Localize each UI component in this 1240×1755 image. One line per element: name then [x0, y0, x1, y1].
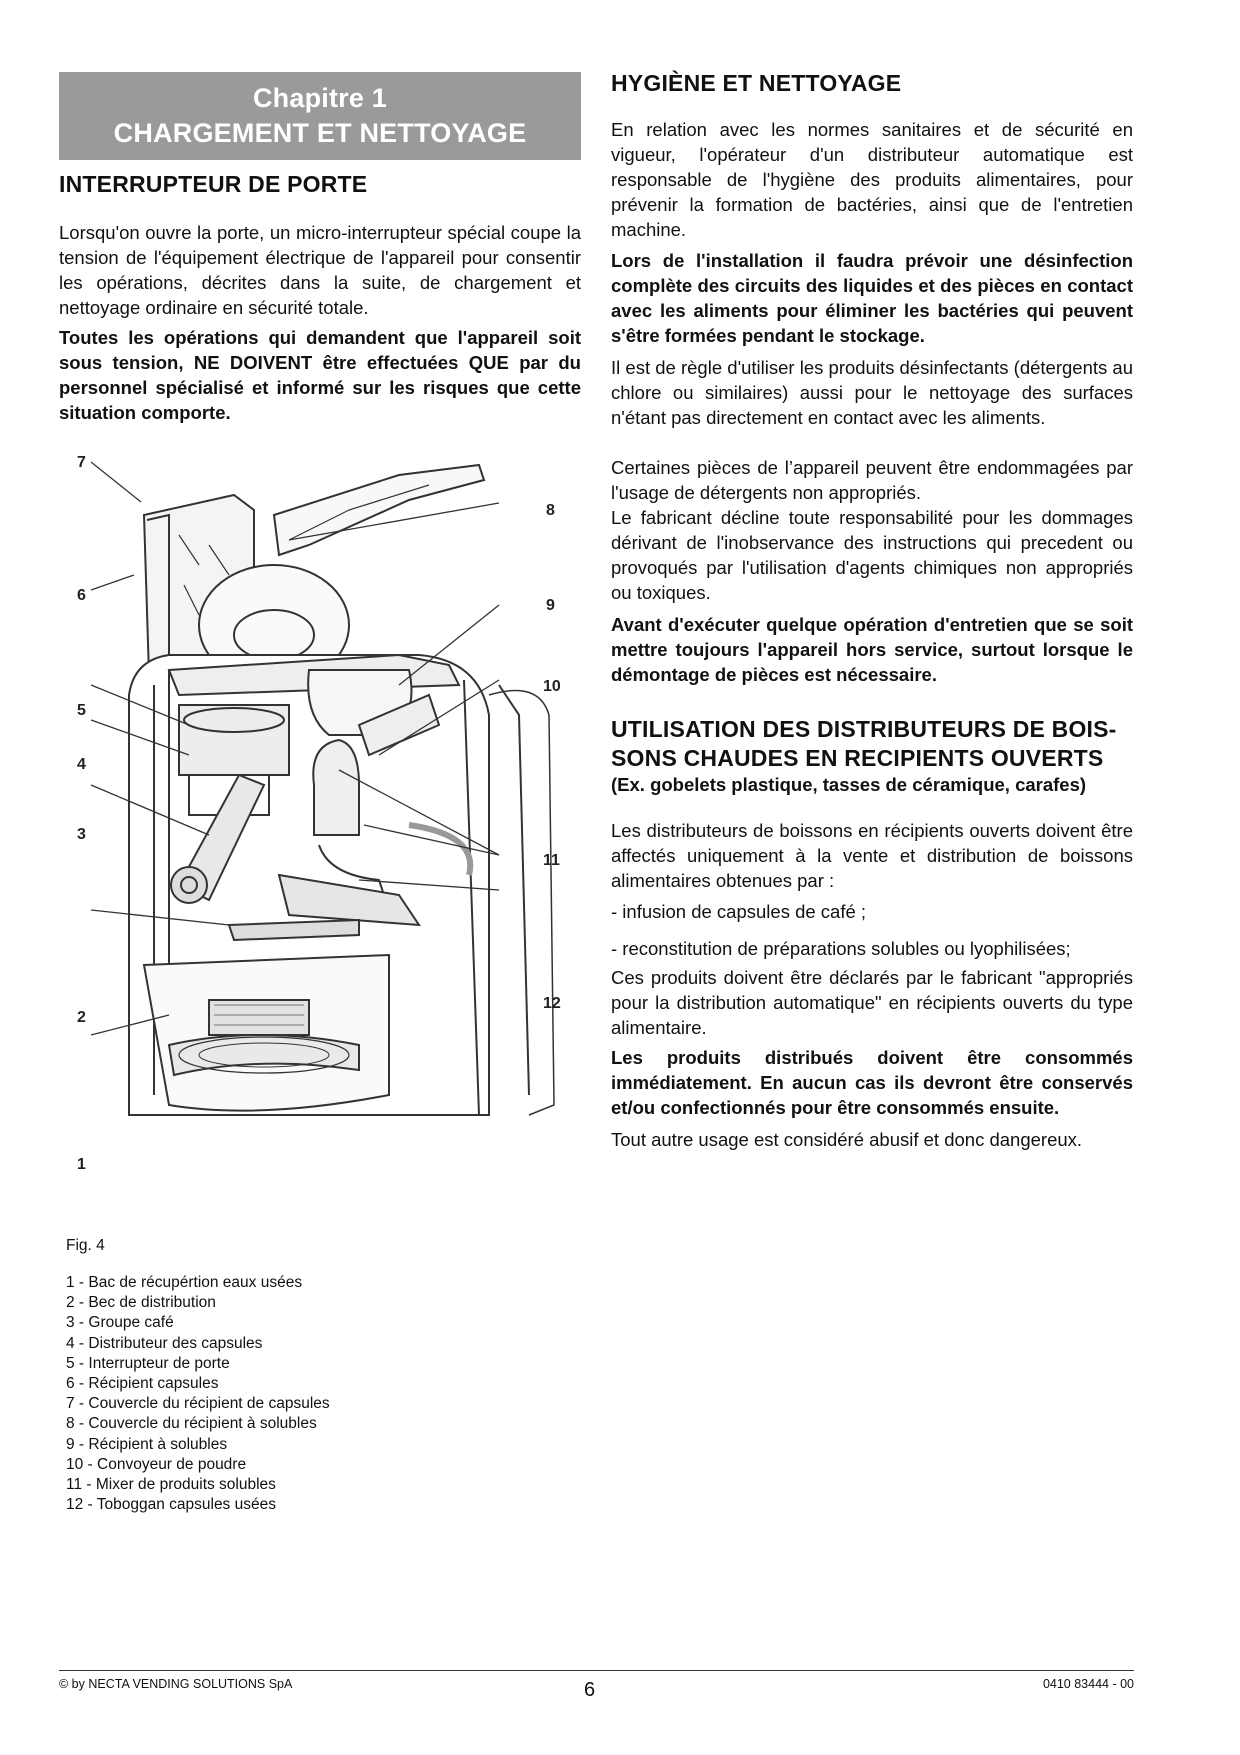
legend-item: 10 - Convoyeur de poudre [66, 1455, 247, 1473]
hygiene-paragraph-5: Le fabricant décline toute responsabilité pour les dommages dérivant de l'inobservance des instructions qui precedent ou provoqués par l'utilisation d'agents chimiques non appropriés ou toxiques. [611, 507, 1133, 603]
legend-item: 12 - Toboggan capsules usées [66, 1496, 276, 1514]
callout-5: 5 [77, 702, 86, 719]
callout-12: 12 [543, 995, 561, 1012]
section-heading-door-switch: INTERRUPTEUR DE PORTE [59, 171, 368, 197]
door-switch-warning: Toutes les opérations qui demandent que l'appareil soit sous tension, NE DOIVENT être effectuées QUE par du personnel spécialisé et informé sur les risques que cette situation comporte. [59, 327, 581, 423]
section-heading-hygiene: HYGIÈNE ET NETTOYAGE [611, 70, 902, 96]
callout-9: 9 [546, 597, 555, 614]
legend-item: 1 - Bac de récupértion eaux usées [66, 1274, 303, 1291]
hygiene-warning: Avant d'exécuter quelque opération d'entretien que se soit mettre toujours l'appareil hors service, surtout lorsque le démontage de pièces est nécessaire. [611, 614, 1133, 685]
open-containers-paragraph-2: Ces produits doivent être déclarés par le fabricant "appropriés pour la distribution automatique" en récipients ouverts du type alimentaire. [611, 967, 1133, 1038]
page-number: 6 [584, 1679, 596, 1701]
hygiene-paragraph-1: En relation avec les normes sanitaires et de sécurité en vigueur, l'opérateur d'un distributeur automatique est responsable de l'hygiène des produits alimentaires, pour prévenir la formation de bactéries, ainsi que de l'entretien machine. [611, 119, 1133, 240]
callout-4: 4 [77, 756, 86, 773]
callout-7: 7 [77, 455, 86, 471]
door-switch-paragraph: Lorsqu'on ouvre la porte, un micro-interrupteur spécial coupe la tension de l'équipement électrique de l'appareil pour consentir les opérations, décrites dans la suite, de chargement et nettoyage ordinaire en sécurité totale. [59, 222, 581, 318]
hygiene-paragraph-2: Lors de l'installation il faudra prévoir une désinfection complète des circuits des liquides et des pièces en contact avec les aliments pour éliminer les bactéries qui peuvent s'être formées pendant le stockage. [611, 250, 1133, 346]
callout-11: 11 [543, 852, 560, 869]
footer-document-code: 0410 83444 - 00 [1042, 1677, 1134, 1691]
open-containers-item-2: - reconstitution de préparations solubles ou lyophilisées; [611, 938, 1071, 959]
heading-line-2: SONS CHAUDES EN RECIPIENTS OUVERTS [611, 745, 1104, 771]
callout-3: 3 [77, 826, 86, 843]
chapter-title: CHARGEMENT ET NETTOYAGE [113, 118, 527, 148]
open-containers-item-1: - infusion de capsules de café ; [611, 901, 867, 922]
legend-item: 5 - Interrupteur de porte [66, 1354, 230, 1372]
callout-8: 8 [546, 502, 555, 519]
section-heading-open-containers [611, 715, 1133, 797]
legend-item: 6 - Récipient capsules [66, 1375, 219, 1393]
callout-2: 2 [77, 1009, 86, 1026]
chapter-banner [59, 72, 581, 160]
machine-diagram [59, 455, 599, 1175]
legend-item: 11 - Mixer de produits solubles [66, 1476, 276, 1494]
figure-caption: Fig. 4 [66, 1237, 105, 1254]
heading-line-1: UTILISATION DES DISTRIBUTEURS DE BOIS- [611, 716, 1117, 742]
legend-item: 2 - Bec de distribution [66, 1294, 216, 1312]
legend-item: 7 - Couvercle du récipient de capsules [66, 1395, 330, 1413]
legend-item: 8 - Couvercle du récipient à solubles [66, 1415, 317, 1433]
callout-1: 1 [77, 1156, 86, 1173]
hygiene-paragraph-4: Certaines pièces de l’appareil peuvent être endommagées par l'usage de détergents non appropriés. [611, 457, 1133, 503]
legend-item: 9 - Récipient à solubles [66, 1435, 228, 1453]
heading-subtitle: (Ex. gobelets plastique, tasses de céramique, carafes) [611, 774, 1087, 795]
legend-item: 3 - Groupe café [66, 1314, 174, 1332]
callout-6: 6 [77, 587, 86, 604]
hygiene-paragraph-3: Il est de règle d'utiliser les produits désinfectants (détergents au chlore ou similaires) aussi pour le nettoyage des surfaces n'étant pas directement en contact avec les aliments. [611, 357, 1133, 428]
open-containers-warning: Les produits distribués doivent être consommés immédiatement. En aucun cas ils devront être conservés et/ou confectionnés pour être consommés ensuite. [611, 1047, 1133, 1118]
callout-10: 10 [543, 678, 561, 695]
chapter-number: Chapitre 1 [252, 83, 388, 113]
figure-legend [66, 1273, 330, 1515]
open-containers-paragraph-3: Tout autre usage est considéré abusif et donc dangereux. [611, 1129, 1083, 1150]
footer-copyright: © by NECTA VENDING SOLUTIONS SpA [59, 1677, 293, 1691]
legend-item: 4 - Distributeur des capsules [66, 1334, 263, 1352]
footer-divider [59, 1670, 1134, 1671]
open-containers-paragraph-1: Les distributeurs de boissons en récipients ouverts doivent être affectés uniquement à la vente et distribution de boissons alimentaires obtenues par : [611, 820, 1133, 891]
